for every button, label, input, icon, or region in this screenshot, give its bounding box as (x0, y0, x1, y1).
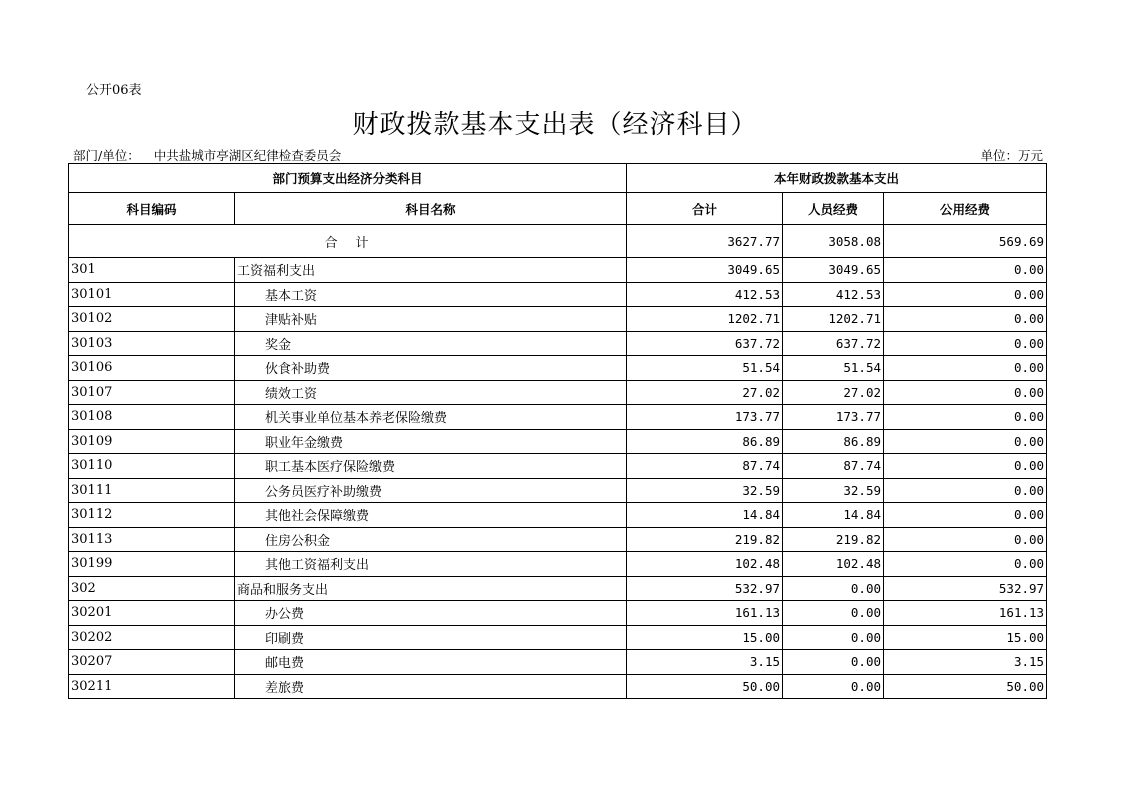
row-public: 0.00 (884, 503, 1047, 528)
row-name: 职业年金缴费 (235, 429, 627, 454)
row-code: 30103 (69, 331, 235, 356)
row-name: 差旅费 (235, 674, 627, 699)
row-personnel: 219.82 (783, 527, 884, 552)
row-name: 职工基本医疗保险缴费 (235, 454, 627, 479)
row-name: 其他社会保障缴费 (235, 503, 627, 528)
row-name: 印刷费 (235, 625, 627, 650)
form-code: 公开06表 (86, 83, 142, 98)
row-public: 15.00 (884, 625, 1047, 650)
table-row (69, 552, 1047, 577)
unit-label: 单位：万元 (980, 148, 1043, 163)
row-public: 0.00 (884, 527, 1047, 552)
header-group-right: 本年财政拨款基本支出 (627, 164, 1047, 193)
row-public: 0.00 (884, 356, 1047, 381)
row-total: 15.00 (627, 625, 783, 650)
row-name: 机关事业单位基本养老保险缴费 (235, 405, 627, 430)
table-row (69, 601, 1047, 626)
total-personnel: 3058.08 (783, 225, 884, 258)
row-total: 14.84 (627, 503, 783, 528)
row-public: 0.00 (884, 380, 1047, 405)
table-row (69, 478, 1047, 503)
row-personnel: 0.00 (783, 601, 884, 626)
row-personnel: 3049.65 (783, 258, 884, 283)
row-code: 30109 (69, 429, 235, 454)
row-name: 工资福利支出 (235, 258, 627, 283)
department-line (73, 146, 341, 164)
table-row (69, 429, 1047, 454)
row-personnel: 0.00 (783, 576, 884, 601)
row-code: 301 (69, 258, 235, 283)
row-total: 173.77 (627, 405, 783, 430)
table-row (69, 356, 1047, 381)
row-public: 0.00 (884, 478, 1047, 503)
row-code: 30112 (69, 503, 235, 528)
row-total: 50.00 (627, 674, 783, 699)
row-personnel: 412.53 (783, 282, 884, 307)
header-total: 合计 (627, 193, 783, 225)
table-row (69, 527, 1047, 552)
table-row (69, 503, 1047, 528)
row-public: 532.97 (884, 576, 1047, 601)
header-code: 科目编码 (69, 193, 235, 225)
row-public: 0.00 (884, 282, 1047, 307)
row-total: 219.82 (627, 527, 783, 552)
expenditure-table (68, 163, 1047, 699)
row-personnel: 0.00 (783, 650, 884, 675)
table-row (69, 454, 1047, 479)
row-total: 102.48 (627, 552, 783, 577)
row-personnel: 0.00 (783, 674, 884, 699)
row-public: 3.15 (884, 650, 1047, 675)
header-public: 公用经费 (884, 193, 1047, 225)
row-name: 办公费 (235, 601, 627, 626)
table-body (69, 258, 1047, 699)
total-row (69, 225, 1047, 258)
header-column-row (69, 193, 1047, 225)
row-total: 51.54 (627, 356, 783, 381)
page-title: 财政拨款基本支出表（经济科目） (352, 110, 758, 140)
row-public: 0.00 (884, 331, 1047, 356)
row-name: 津贴补贴 (235, 307, 627, 332)
row-total: 637.72 (627, 331, 783, 356)
row-personnel: 102.48 (783, 552, 884, 577)
row-public: 50.00 (884, 674, 1047, 699)
row-code: 30102 (69, 307, 235, 332)
row-code: 30207 (69, 650, 235, 675)
total-label: 合计 (69, 225, 627, 258)
row-total: 3.15 (627, 650, 783, 675)
row-personnel: 87.74 (783, 454, 884, 479)
row-name: 伙食补助费 (235, 356, 627, 381)
row-public: 0.00 (884, 429, 1047, 454)
row-code: 30113 (69, 527, 235, 552)
row-total: 32.59 (627, 478, 783, 503)
row-name: 其他工资福利支出 (235, 552, 627, 577)
row-public: 0.00 (884, 454, 1047, 479)
row-code: 30110 (69, 454, 235, 479)
header-name: 科目名称 (235, 193, 627, 225)
table-row (69, 674, 1047, 699)
row-total: 161.13 (627, 601, 783, 626)
row-personnel: 173.77 (783, 405, 884, 430)
row-personnel: 86.89 (783, 429, 884, 454)
table-row (69, 405, 1047, 430)
row-total: 86.89 (627, 429, 783, 454)
row-name: 绩效工资 (235, 380, 627, 405)
row-code: 30201 (69, 601, 235, 626)
row-total: 87.74 (627, 454, 783, 479)
row-code: 30106 (69, 356, 235, 381)
row-personnel: 27.02 (783, 380, 884, 405)
row-personnel: 1202.71 (783, 307, 884, 332)
table-row (69, 307, 1047, 332)
total-sum: 3627.77 (627, 225, 783, 258)
row-public: 0.00 (884, 258, 1047, 283)
row-total: 412.53 (627, 282, 783, 307)
row-total: 27.02 (627, 380, 783, 405)
row-code: 30211 (69, 674, 235, 699)
table-row (69, 282, 1047, 307)
row-personnel: 32.59 (783, 478, 884, 503)
row-name: 住房公积金 (235, 527, 627, 552)
table-row (69, 650, 1047, 675)
department-value: 中共盐城市亭湖区纪律检查委员会 (153, 148, 342, 163)
row-code: 30199 (69, 552, 235, 577)
row-name: 商品和服务支出 (235, 576, 627, 601)
header-group-row (69, 164, 1047, 193)
row-code: 30111 (69, 478, 235, 503)
header-personnel: 人员经费 (783, 193, 884, 225)
row-name: 邮电费 (235, 650, 627, 675)
table-row (69, 380, 1047, 405)
row-public: 0.00 (884, 307, 1047, 332)
table-row (69, 576, 1047, 601)
row-code: 302 (69, 576, 235, 601)
row-total: 1202.71 (627, 307, 783, 332)
row-code: 30101 (69, 282, 235, 307)
row-personnel: 637.72 (783, 331, 884, 356)
row-public: 0.00 (884, 405, 1047, 430)
row-name: 基本工资 (235, 282, 627, 307)
table-row (69, 625, 1047, 650)
row-total: 3049.65 (627, 258, 783, 283)
table-row (69, 258, 1047, 283)
row-personnel: 51.54 (783, 356, 884, 381)
table-row (69, 331, 1047, 356)
row-name: 奖金 (235, 331, 627, 356)
row-total: 532.97 (627, 576, 783, 601)
row-public: 161.13 (884, 601, 1047, 626)
row-code: 30108 (69, 405, 235, 430)
row-personnel: 0.00 (783, 625, 884, 650)
total-public: 569.69 (884, 225, 1047, 258)
row-code: 30107 (69, 380, 235, 405)
row-personnel: 14.84 (783, 503, 884, 528)
row-public: 0.00 (884, 552, 1047, 577)
department-label: 部门/单位： (73, 148, 140, 163)
row-name: 公务员医疗补助缴费 (235, 478, 627, 503)
row-code: 30202 (69, 625, 235, 650)
header-group-left: 部门预算支出经济分类科目 (69, 164, 627, 193)
